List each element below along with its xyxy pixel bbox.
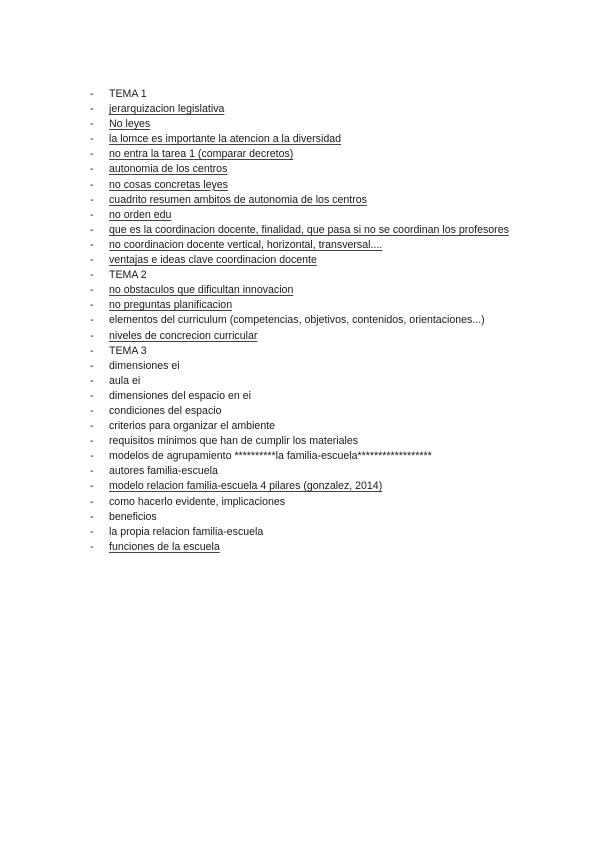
list-item-text: no entra la tarea 1 (comparar decretos) (109, 148, 294, 161)
bullet-dash: - (90, 88, 94, 100)
list-item-text: no obstaculos que dificultan innovacion (109, 284, 294, 297)
list-item (90, 495, 570, 510)
list-item (90, 389, 570, 404)
list-item (90, 419, 570, 434)
list-item-text: la propia relacion familia-escuela (109, 525, 264, 538)
list-item-text: la lomce es importante la atencion a la diversidad (109, 133, 342, 146)
list-item (90, 313, 570, 328)
bullet-dash: - (90, 284, 94, 297)
list-item-text: funciones de la escuela (109, 540, 220, 553)
bullet-dash: - (90, 359, 94, 372)
list-item-text: dimensiones del espacio en ei (109, 389, 251, 402)
bullet-dash: - (90, 314, 94, 327)
list-item (90, 102, 570, 117)
list-item (90, 298, 570, 313)
list-item-text: TEMA 1 (109, 88, 147, 100)
bullet-list (90, 87, 570, 555)
list-item-text: niveles de concrecion curricular (109, 329, 258, 342)
bullet-dash: - (90, 344, 94, 357)
list-item-text: beneficios (109, 510, 157, 523)
list-item-text: como hacerlo evidente, implicaciones (109, 495, 286, 508)
list-item (90, 238, 570, 253)
list-item (90, 374, 570, 389)
list-item (90, 464, 570, 479)
bullet-dash: - (90, 329, 94, 342)
bullet-dash: - (90, 133, 94, 146)
bullet-dash: - (90, 148, 94, 161)
list-item (90, 449, 570, 464)
bullet-dash: - (90, 269, 94, 282)
bullet-dash: - (90, 495, 94, 508)
bullet-dash: - (90, 103, 94, 116)
list-item-text: criterios para organizar el ambiente (109, 420, 276, 433)
bullet-dash: - (90, 510, 94, 523)
list-item (90, 359, 570, 374)
bullet-dash: - (90, 163, 94, 176)
list-item (90, 178, 570, 193)
bullet-dash: - (90, 404, 94, 417)
bullet-dash: - (90, 435, 94, 448)
bullet-dash: - (90, 223, 94, 236)
list-item-text: aula ei (109, 374, 141, 387)
list-item (90, 268, 570, 283)
list-item (90, 147, 570, 162)
list-item-text: requisitos minimos que han de cumplir los materiales (109, 435, 359, 448)
list-item (90, 132, 570, 147)
list-item-text: modelos de agrupamiento **********la familia-escuela****************** (109, 450, 432, 463)
list-item (90, 510, 570, 525)
list-item-text: modelo relacion familia-escuela 4 pilares (gonzalez, 2014) (109, 480, 383, 493)
list-item-text: no cosas concretas leyes (109, 178, 228, 191)
list-item-text: dimensiones ei (109, 359, 180, 372)
bullet-dash: - (90, 238, 94, 251)
bullet-dash: - (90, 299, 94, 312)
bullet-dash: - (90, 450, 94, 463)
list-item-text: jerarquizacion legislativa (109, 103, 225, 116)
list-item-text: autonomia de los centros (109, 163, 228, 176)
list-item (90, 525, 570, 540)
list-item-text: que es la coordinacion docente, finalidad, que pasa si no se coordinan los profesores (109, 223, 509, 236)
bullet-dash: - (90, 374, 94, 387)
list-item-text: TEMA 3 (109, 344, 147, 357)
list-item-text: no coordinacion docente vertical, horizontal, transversal.... (109, 238, 383, 251)
list-item (90, 87, 570, 102)
bullet-dash: - (90, 208, 94, 221)
list-item (90, 208, 570, 223)
list-item-text: no orden edu (109, 208, 172, 221)
bullet-dash: - (90, 540, 94, 553)
bullet-dash: - (90, 118, 94, 131)
list-item-text: elementos del curriculum (competencias, objetivos, contenidos, orientaciones...) (109, 314, 485, 327)
list-item-text: cuadrito resumen ambitos de autonomia de los centros (109, 193, 367, 206)
list-item (90, 434, 570, 449)
list-item (90, 344, 570, 359)
bullet-dash: - (90, 389, 94, 402)
list-item-text: autores familia-escuela (109, 465, 218, 478)
bullet-dash: - (90, 420, 94, 433)
bullet-dash: - (90, 465, 94, 478)
list-item-text: TEMA 2 (109, 269, 147, 282)
list-item-text: ventajas e ideas clave coordinacion docente (109, 254, 317, 267)
list-item (90, 479, 570, 494)
list-item (90, 329, 570, 344)
list-item (90, 117, 570, 132)
list-item (90, 540, 570, 555)
list-item (90, 162, 570, 177)
list-item (90, 404, 570, 419)
bullet-dash: - (90, 480, 94, 493)
list-item (90, 193, 570, 208)
bullet-dash: - (90, 254, 94, 267)
list-item-text: No leyes (109, 118, 151, 131)
bullet-dash: - (90, 193, 94, 206)
list-item-text: condiciones del espacio (109, 404, 222, 417)
list-item (90, 283, 570, 298)
list-item (90, 253, 570, 268)
bullet-dash: - (90, 178, 94, 191)
bullet-dash: - (90, 525, 94, 538)
list-item (90, 223, 570, 238)
list-item-text: no preguntas planificacion (109, 299, 233, 312)
